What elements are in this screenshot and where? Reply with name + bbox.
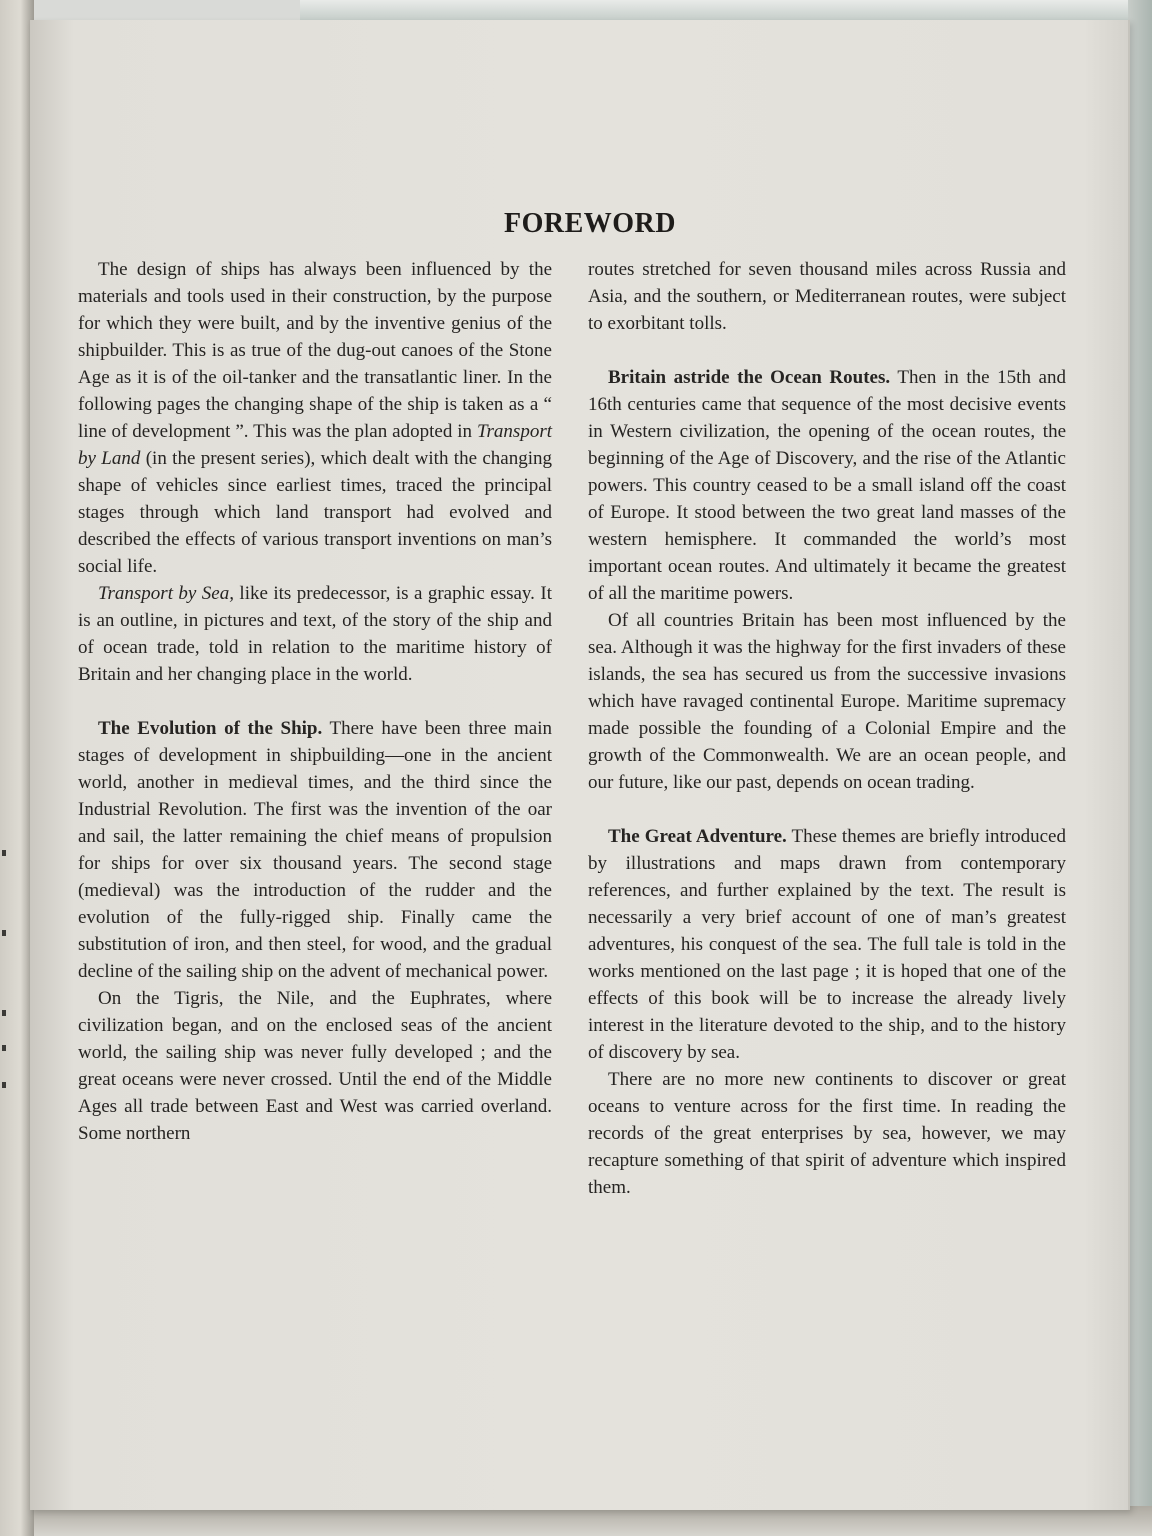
paragraph-graphic-essay (78, 580, 552, 688)
paragraph-continued: routes stretched for seven thousand miles across Russia and Asia, and the southern, or Mediterranean routes, were subject to exorbitant tolls. (588, 259, 1066, 334)
section-ocean-routes-text: Then in the 15th and 16th centuries came that sequence of the most decisive events in Western civilization, the opening of the ocean routes, the beginning of the Age of Discovery, and the rise of the Atlantic powers. This country ceased to be a small island off the coast of Europe. It stood between the two great land masses of the western hemisphere. It commanded the world’s most important ocean routes. And ultimately it became the greatest of all the maritime powers. (588, 367, 1066, 604)
paragraph-closing: There are no more new continents to discover or great oceans to venture across for the first time. In reading the records of the great enterprises by sea, however, we may recapture something of that spirit of adventure which inspired them. (588, 1069, 1066, 1198)
section-heading-ocean-routes: Britain astride the Ocean Routes. (608, 367, 891, 388)
paragraph-intro (78, 256, 552, 580)
paragraph-graphic-essay-text: like its predecessor, is a graphic essay. It is an outline, in pictures and text, of the story of the ship and of ocean trade, told in relation to the maritime history of Britain and her changing place in the world. (78, 583, 552, 685)
book-title-reference: Transport by Sea, (98, 583, 234, 604)
right-column (588, 256, 1066, 1201)
book-cover-bottom-edge (0, 1506, 1152, 1536)
page-title: FOREWORD (504, 208, 676, 239)
left-column (78, 256, 552, 1147)
section-gap (78, 688, 552, 715)
section-gap (588, 796, 1066, 823)
section-evolution (78, 715, 552, 985)
section-ocean-routes (588, 364, 1066, 607)
margin-marks (0, 820, 10, 1120)
section-great-adventure-text: These themes are briefly introduced by illustrations and maps drawn from contemporary references, and further explained by the text. The result is necessarily a very brief account of one of man’s greatest adventures, his conquest of the sea. The full tale is told in the works mentioned on the last page ; it is hoped that one of the effects of this book will be to increase the already lively interest in the literature devoted to the ship, and to the history of discovery by sea. (588, 826, 1066, 1063)
paragraph-intro-text: The design of ships has always been influenced by the materials and tools used in their construction, by the purpose for which they were built, and by the inventive genius of the shipbuilder. This is as true of the dug-out canoes of the Stone Age as it is of the oil-tanker and the transatlantic liner. In the following pages the changing shape of the ship is taken as a “ line of development ”. This was the plan adopted in (78, 259, 552, 442)
section-gap (588, 337, 1066, 364)
book-title-reference: Transport by Land (78, 421, 552, 469)
paragraph-tigris: On the Tigris, the Nile, and the Euphrates, where civilization began, and on the enclosed seas of the ancient world, the sailing ship was never fully developed ; and the great oceans were never crossed. Until the end of the Middle Ages all trade between East and West was carried overland. Some northern (78, 988, 552, 1144)
section-evolution-text: There have been three main stages of development in shipbuilding—one in the ancient world, another in medieval times, and the third since the Industrial Revolution. The first was the invention of the oar and sail, the latter remaining the chief means of propulsion for ships for over six thousand years. The second stage (medieval) was the introduction of the rudder and the evolution of the fully-rigged ship. Finally came the substitution of iron, and then steel, for wood, and the gradual decline of the sailing ship on the advent of mechanical power. (78, 718, 552, 982)
section-heading-evolution: The Evolution of the Ship. (98, 718, 323, 739)
paragraph-intro-rest: (in the present series), which dealt with the changing shape of vehicles since earliest times, traced the principal stages through which land transport had evolved and described the effects of various transport inventions on man’s social life. (78, 448, 553, 577)
facing-page-edge (0, 0, 34, 1536)
paragraph-britain-sea: Of all countries Britain has been most influenced by the sea. Although it was the highway for the first invaders of these islands, the sea has secured us from the successive invasions which have ravaged continental Europe. Maritime supremacy made possible the founding of a Colonial Empire and the growth of the Commonwealth. We are an ocean people, and our future, like our past, depends on ocean trading. (588, 610, 1066, 793)
book-page (30, 20, 1130, 1510)
section-great-adventure (588, 823, 1066, 1066)
section-heading-great-adventure: The Great Adventure. (608, 826, 787, 847)
